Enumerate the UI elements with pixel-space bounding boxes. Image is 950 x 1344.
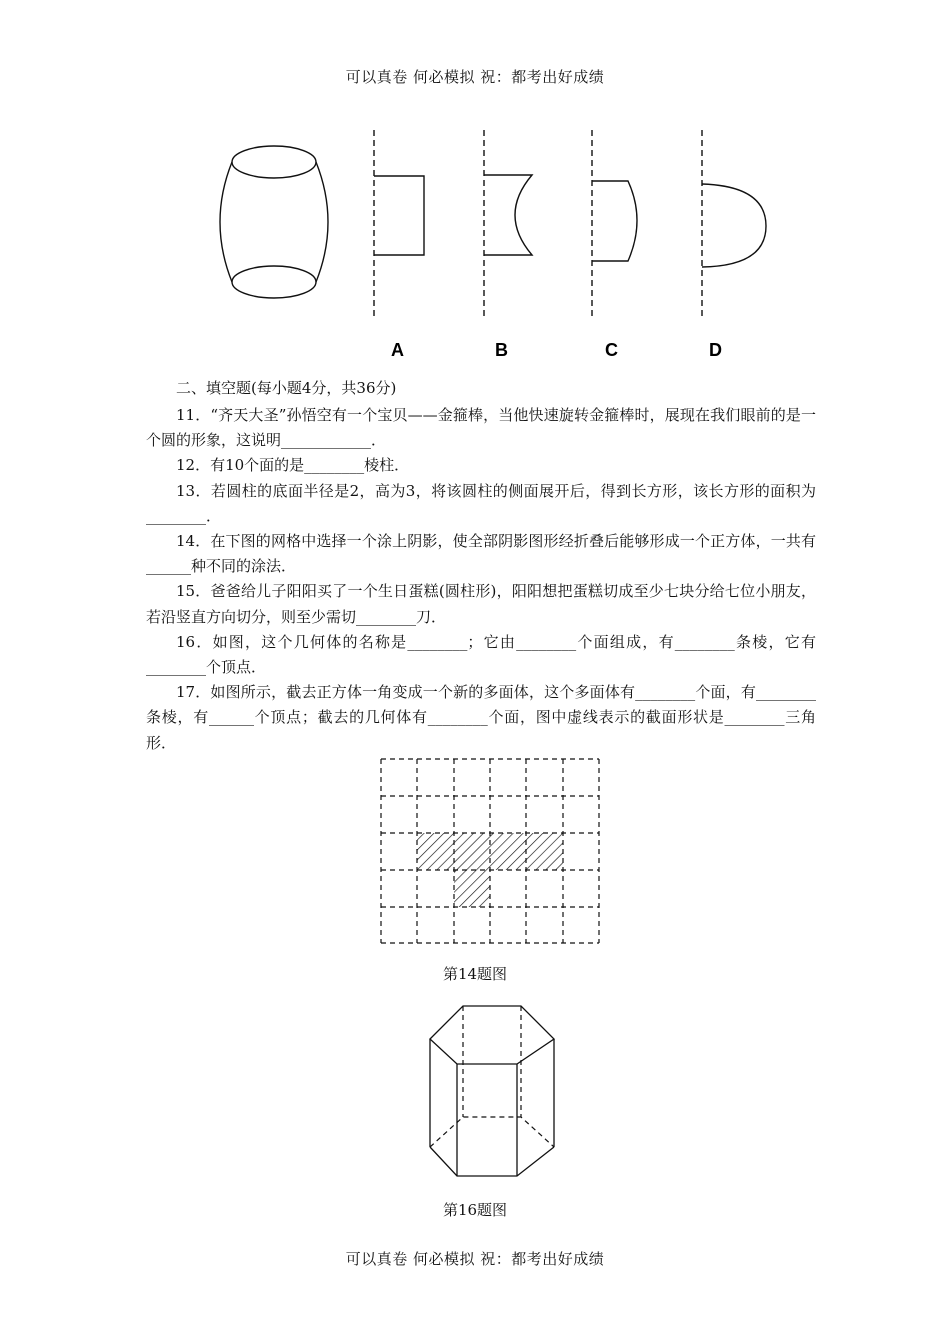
question-13: 13．若圆柱的底面半径是2，高为3，将该圆柱的侧面展开后，得到长方形，该长方形的面积为________． — [146, 481, 816, 525]
page-header: 可以真卷 何必模拟 祝：都考出好成绩 — [345, 68, 605, 86]
question-15: 15．爸爸给儿子阳阳买了一个生日蛋糕(圆柱形)，阳阳想把蛋糕切成至少七块分给七位小朋友，若沿竖直方向切分，则至少需切________刀． — [146, 582, 816, 626]
prism-hidden-edges — [430, 1006, 554, 1147]
option-d-label: D — [709, 340, 722, 360]
question-14: 14．在下图的网格中选择一个涂上阴影，使全部阴影图形经折叠后能够形成一个正方体，一共有______种不同的涂法． — [146, 532, 816, 576]
question-12: 12．有10个面的是________棱柱． — [176, 456, 410, 475]
option-c-shape — [592, 130, 637, 320]
option-a-label: A — [391, 340, 404, 360]
figure-14-caption: 第14题图 — [442, 965, 508, 983]
option-b-label: B — [495, 340, 508, 360]
grid-figure-14 — [380, 758, 602, 946]
question-16: 16．如图，这个几何体的名称是________；它由________个面组成，有________条棱，它有________个顶点． — [146, 632, 816, 677]
option-c-label: C — [605, 340, 618, 360]
option-b-shape — [484, 130, 532, 320]
figure-16-caption: 第16题图 — [442, 1201, 508, 1219]
barrel-solid — [220, 146, 328, 298]
option-d-shape — [702, 130, 766, 320]
page-footer: 可以真卷 何必模拟 祝：都考出好成绩 — [345, 1250, 605, 1268]
section-title: 二、填空题(每小题4分，共36分) — [176, 379, 397, 397]
dashed-grid — [381, 759, 599, 943]
prism-top-face — [430, 1006, 554, 1064]
option-a-shape — [374, 130, 424, 320]
question-list — [146, 403, 816, 756]
hexagonal-prism-figure — [426, 1004, 560, 1184]
question-17: 17．如图所示，截去正方体一角变成一个新的多面体，这个多面体有________个面，有________条棱，有______个顶点；截去的几何体有________个面，图中虚线表示的截面形状是________三角形． — [146, 683, 816, 752]
rotation-figure — [200, 120, 790, 365]
question-11: 11．“齐天大圣”孙悟空有一个宝贝——金箍棒，当他快速旋转金箍棒时，展现在我们眼前的是一个圆的形象，这说明____________． — [146, 406, 816, 450]
